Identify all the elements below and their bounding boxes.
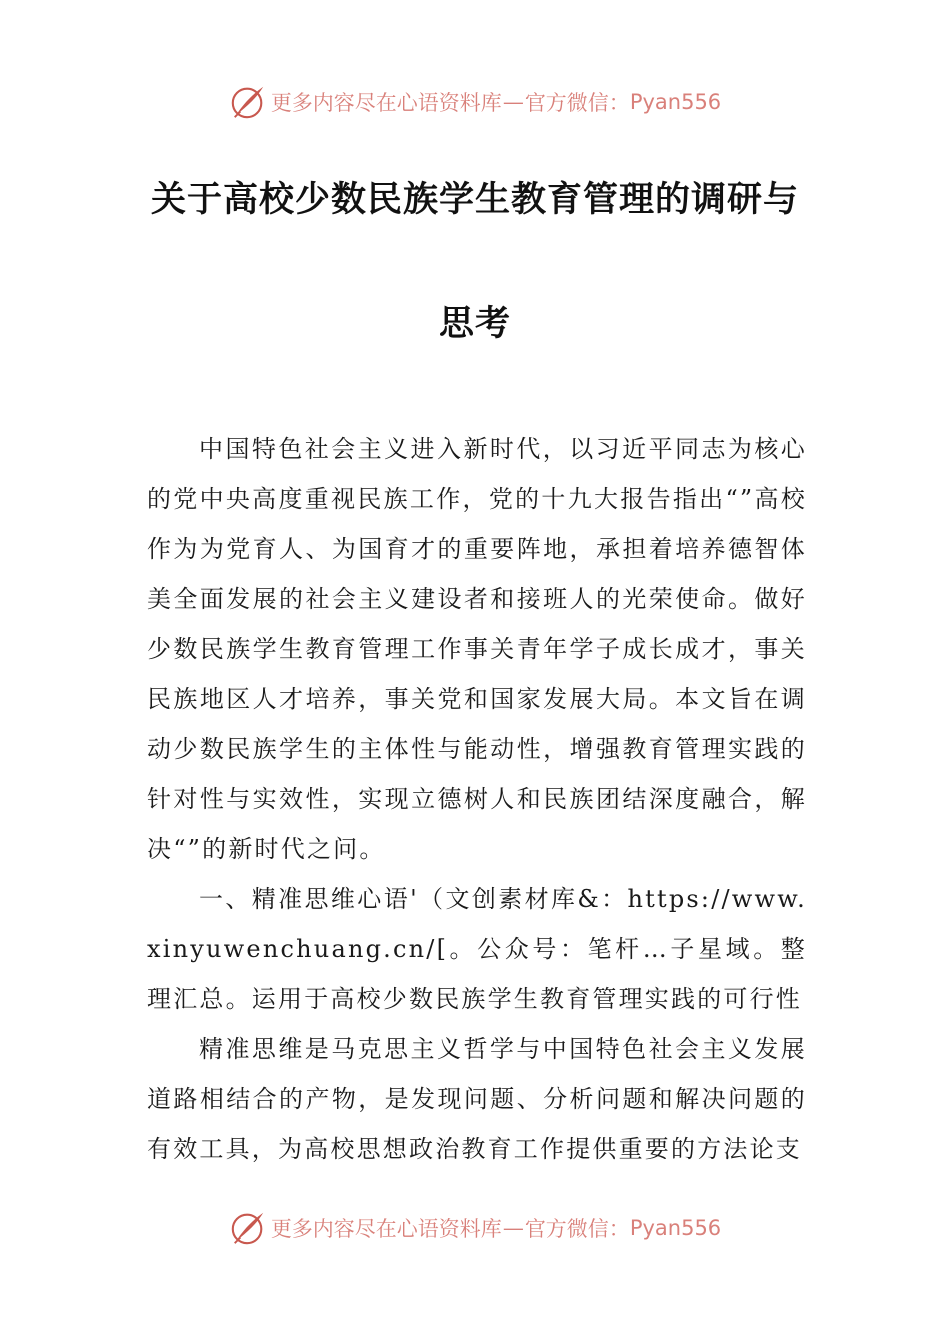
quill-pen-logo-icon xyxy=(229,83,267,121)
banner-text: 更多内容尽在心语资料库 xyxy=(270,91,502,115)
header-banner xyxy=(0,82,950,122)
quill-pen-logo-icon xyxy=(229,1209,267,1247)
banner-separator: — xyxy=(502,90,524,114)
banner-suffix: 官方微信： xyxy=(524,1217,630,1241)
banner-separator: — xyxy=(502,1216,524,1240)
banner-text: 更多内容尽在心语资料库 xyxy=(270,1217,502,1241)
banner-suffix: 官方微信： xyxy=(524,91,630,115)
body-section-1 xyxy=(147,424,807,1174)
document-title-line-2: 思考 xyxy=(438,303,511,344)
document-title-line-1: 关于高校少数民族学生教育管理的调研与 xyxy=(150,179,799,220)
banner-wechat-id: Pyan556 xyxy=(629,1216,722,1240)
body-paragraph-intro: 中国特色社会主义进入新时代，以习近平同志为核心的党中央高度重视民族工作，党的十九大报告指出“”高校作为为党育人、为国育才的重要阵地，承担着培养德智体美全面发展的社会主义建设者和接班人的光荣使命。做好少数民族学生教育管理工作事关青年学子成长成才，事关民族地区人才培养，事关党和国家发展大局。本文旨在调动少数民族学生的主体性与能动性，增强教育管理实践的针对性与实效性，实现立德树人和民族团结深度融合，解决“”的新时代之问。 xyxy=(147,435,807,863)
banner-wechat-id: Pyan556 xyxy=(629,90,722,114)
section-heading-1: 一、精准思维心语'（文创素材库&：https://www.xinyuwenchuang.cn/[。公众号：笔杆…子星域。整理汇总。运用于高校少数民族学生教育管理实践的可行性 xyxy=(147,885,807,1013)
footer-banner xyxy=(0,1208,950,1248)
body-paragraph-2: 精准思维是马克思主义哲学与中国特色社会主义发展道路相结合的产物，是发现问题、分析问题和解决问题的有效工具，为高校思想政治教育工作提供重要的方法论支 xyxy=(147,1035,807,1163)
